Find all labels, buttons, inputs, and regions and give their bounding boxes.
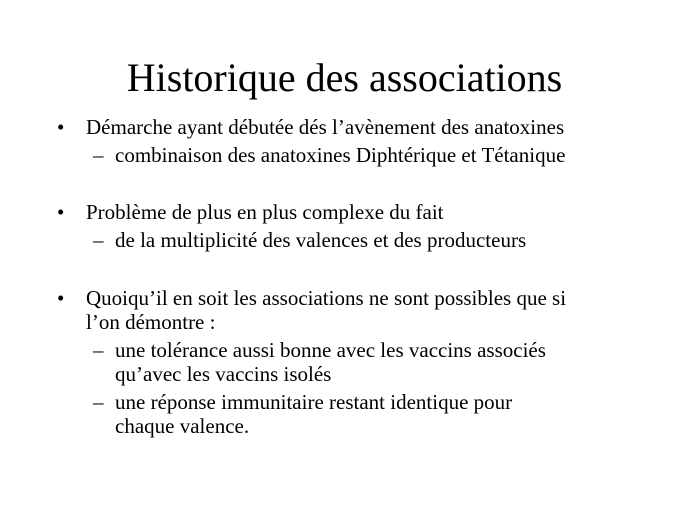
sub-item (93, 143, 566, 167)
bullet-text-line: Quoiqu’il en soit les associations ne sont possibles que si (86, 286, 567, 310)
sub-marker: – (93, 338, 104, 362)
bullet-item (57, 286, 567, 334)
sub-item (93, 338, 546, 386)
bullet-text: Problème de plus en plus complexe du fait (86, 200, 444, 224)
sub-text: de la multiplicité des valences et des producteurs (115, 228, 527, 252)
bullet-item (57, 115, 565, 139)
sub-item (93, 228, 527, 252)
sub-text-line: une réponse immunitaire restant identique pour (115, 390, 513, 414)
sub-marker: – (93, 143, 104, 167)
bullet-item (57, 200, 444, 224)
slide-title: Historique des associations (126, 55, 563, 100)
bullet-marker: • (57, 286, 65, 310)
sub-text: combinaison des anatoxines Diphtérique et Tétanique (115, 143, 566, 167)
sub-text-line: qu’avec les vaccins isolés (115, 362, 332, 386)
bullet-marker: • (57, 115, 65, 139)
sub-item (93, 390, 513, 438)
sub-text-line: une tolérance aussi bonne avec les vaccins associés (115, 338, 546, 362)
bullet-text: Démarche ayant débutée dés l’avènement des anatoxines (86, 115, 565, 139)
sub-text-line: chaque valence. (115, 414, 250, 438)
sub-marker: – (93, 228, 104, 252)
bullet-text-line: l’on démontre : (86, 310, 216, 334)
bullet-marker: • (57, 200, 65, 224)
sub-marker: – (93, 390, 104, 414)
